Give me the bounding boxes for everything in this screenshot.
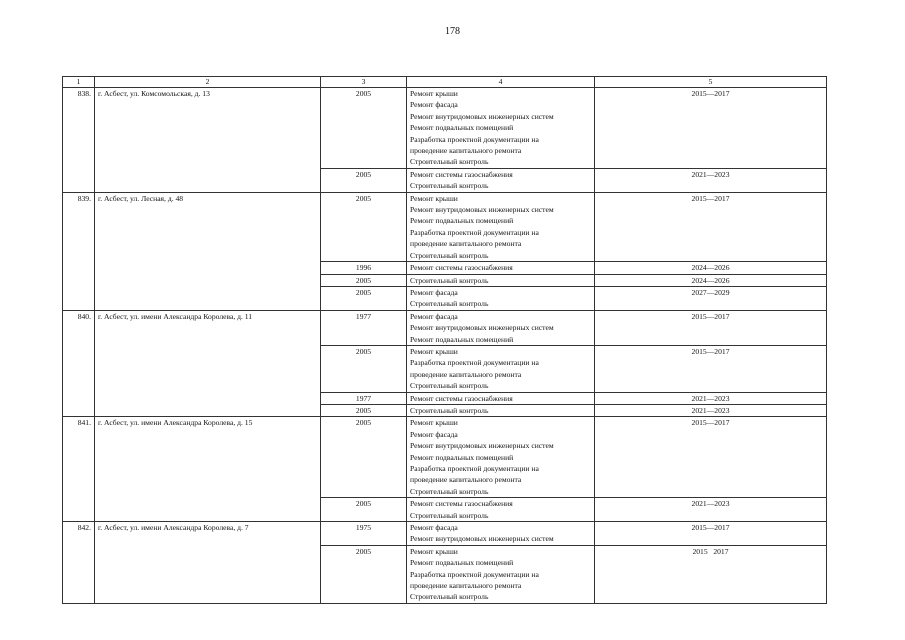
year-cell: 2005: [321, 168, 407, 192]
period-cell: 2015—2017: [595, 192, 827, 261]
work-item: проведение капитального ремонта: [410, 146, 522, 156]
year-cell: 1975: [321, 522, 407, 546]
work-item: Ремонт системы газоснабжения: [410, 169, 513, 179]
work-item: Ремонт внутридомовых инженерных систем: [410, 534, 554, 544]
works-cell: [407, 522, 595, 546]
work-item: Ремонт фасада: [410, 311, 458, 321]
work-item: Ремонт внутридомовых инженерных систем: [410, 441, 554, 451]
work-item: Ремонт внутридомовых инженерных систем: [410, 323, 554, 333]
period-cell: 2015—2017: [595, 522, 827, 546]
works-cell: [407, 345, 595, 392]
work-item: Ремонт внутридомовых инженерных систем: [410, 111, 554, 121]
works-cell: [407, 192, 595, 261]
work-item: Ремонт подвальных помещений: [410, 558, 514, 568]
work-item: Ремонт фасада: [410, 523, 458, 533]
year-cell: 2005: [321, 545, 407, 603]
table-row: [63, 417, 827, 498]
works-cell: [407, 168, 595, 192]
table-row: [63, 310, 827, 345]
year-cell: 2005: [321, 417, 407, 498]
table-row: [63, 192, 827, 261]
table-body: [63, 77, 827, 604]
period-cell: 2015—2017: [595, 310, 827, 345]
building-address: г. Асбест, ул. Комсомольская, д. 13: [95, 88, 321, 193]
work-item: Строительный контроль: [410, 592, 489, 602]
building-address: г. Асбест, ул. имени Александра Королева, д. 11: [95, 310, 321, 417]
work-item: Строительный контроль: [410, 250, 489, 260]
work-item: Ремонт крыши: [410, 346, 458, 356]
work-item: Ремонт системы газоснабжения: [410, 393, 513, 403]
row-number: 840.: [63, 310, 95, 417]
column-number-row: [63, 77, 827, 88]
works-cell: [407, 262, 595, 274]
work-item: проведение капитального ремонта: [410, 369, 522, 379]
work-item: проведение капитального ремонта: [410, 475, 522, 485]
column-number: 3: [321, 77, 407, 88]
column-number: 1: [63, 77, 95, 88]
work-item: Разработка проектной документации на: [410, 227, 539, 237]
work-item: Ремонт фасада: [410, 100, 458, 110]
works-cell: [407, 274, 595, 286]
year-cell: 2005: [321, 404, 407, 416]
building-address: г. Асбест, ул. имени Александра Королева, д. 7: [95, 522, 321, 604]
period-cell: 2021—2023: [595, 392, 827, 404]
work-item: Строительный контроль: [410, 381, 489, 391]
building-address: г. Асбест, ул. имени Александра Королева, д. 15: [95, 417, 321, 522]
period-cell: 2015 2017: [595, 545, 827, 603]
works-cell: [407, 286, 595, 310]
work-item: Ремонт подвальных помещений: [410, 334, 514, 344]
work-item: Ремонт фасада: [410, 287, 458, 297]
row-number: 841.: [63, 417, 95, 522]
column-number: 4: [407, 77, 595, 88]
work-item: проведение капитального ремонта: [410, 581, 522, 591]
work-item: Строительный контроль: [410, 275, 489, 285]
work-item: Разработка проектной документации на: [410, 464, 539, 473]
work-item: Ремонт крыши: [410, 89, 458, 98]
table-row: [63, 88, 827, 169]
year-cell: 2005: [321, 498, 407, 522]
works-cell: [407, 545, 595, 603]
work-item: проведение капитального ремонта: [410, 239, 522, 249]
year-cell: 1996: [321, 262, 407, 274]
year-cell: 1977: [321, 392, 407, 404]
work-item: Ремонт крыши: [410, 193, 458, 203]
work-item: Разработка проектной документации на: [410, 358, 539, 368]
work-item: Строительный контроль: [410, 486, 489, 496]
period-cell: 2021—2023: [595, 404, 827, 416]
period-cell: 2024—2026: [595, 274, 827, 286]
works-cell: [407, 310, 595, 345]
work-item: Ремонт системы газоснабжения: [410, 263, 513, 273]
work-item: Разработка проектной документации на: [410, 569, 539, 579]
year-cell: 2005: [321, 286, 407, 310]
period-cell: 2021—2023: [595, 168, 827, 192]
period-cell: 2027—2029: [595, 286, 827, 310]
work-item: Ремонт подвальных помещений: [410, 123, 514, 133]
table-row: [63, 522, 827, 546]
work-item: Ремонт фасада: [410, 429, 458, 439]
work-item: Ремонт подвальных помещений: [410, 216, 514, 226]
work-item: Ремонт внутридомовых инженерных систем: [410, 205, 554, 215]
period-cell: 2024—2026: [595, 262, 827, 274]
row-number: 838.: [63, 88, 95, 193]
works-cell: [407, 404, 595, 416]
building-address: г. Асбест, ул. Лесная, д. 48: [95, 192, 321, 310]
row-number: 839.: [63, 192, 95, 310]
year-cell: 1977: [321, 310, 407, 345]
year-cell: 2005: [321, 192, 407, 261]
column-number: 5: [595, 77, 827, 88]
work-item: Строительный контроль: [410, 510, 489, 520]
work-item: Ремонт подвальных помещений: [410, 452, 514, 462]
work-item: Строительный контроль: [410, 299, 489, 309]
works-cell: [407, 88, 595, 169]
period-cell: 2015—2017: [595, 417, 827, 498]
work-item: Строительный контроль: [410, 181, 489, 191]
repair-schedule-table: [62, 76, 827, 604]
works-cell: [407, 392, 595, 404]
work-item: Ремонт крыши: [410, 418, 458, 428]
period-cell: 2015—2017: [595, 345, 827, 392]
year-cell: 2005: [321, 88, 407, 169]
page-number: 178: [445, 26, 460, 37]
period-cell: 2015—2017: [595, 88, 827, 169]
work-item: Ремонт системы газоснабжения: [410, 499, 513, 509]
column-number: 2: [95, 77, 321, 88]
work-item: Строительный контроль: [410, 405, 489, 415]
works-cell: [407, 498, 595, 522]
work-item: Разработка проектной документации на: [410, 134, 539, 144]
row-number: 842.: [63, 522, 95, 604]
period-cell: 2021—2023: [595, 498, 827, 522]
year-cell: 2005: [321, 274, 407, 286]
works-cell: [407, 417, 595, 498]
year-cell: 2005: [321, 345, 407, 392]
work-item: Ремонт крыши: [410, 546, 458, 556]
work-item: Строительный контроль: [410, 157, 489, 167]
